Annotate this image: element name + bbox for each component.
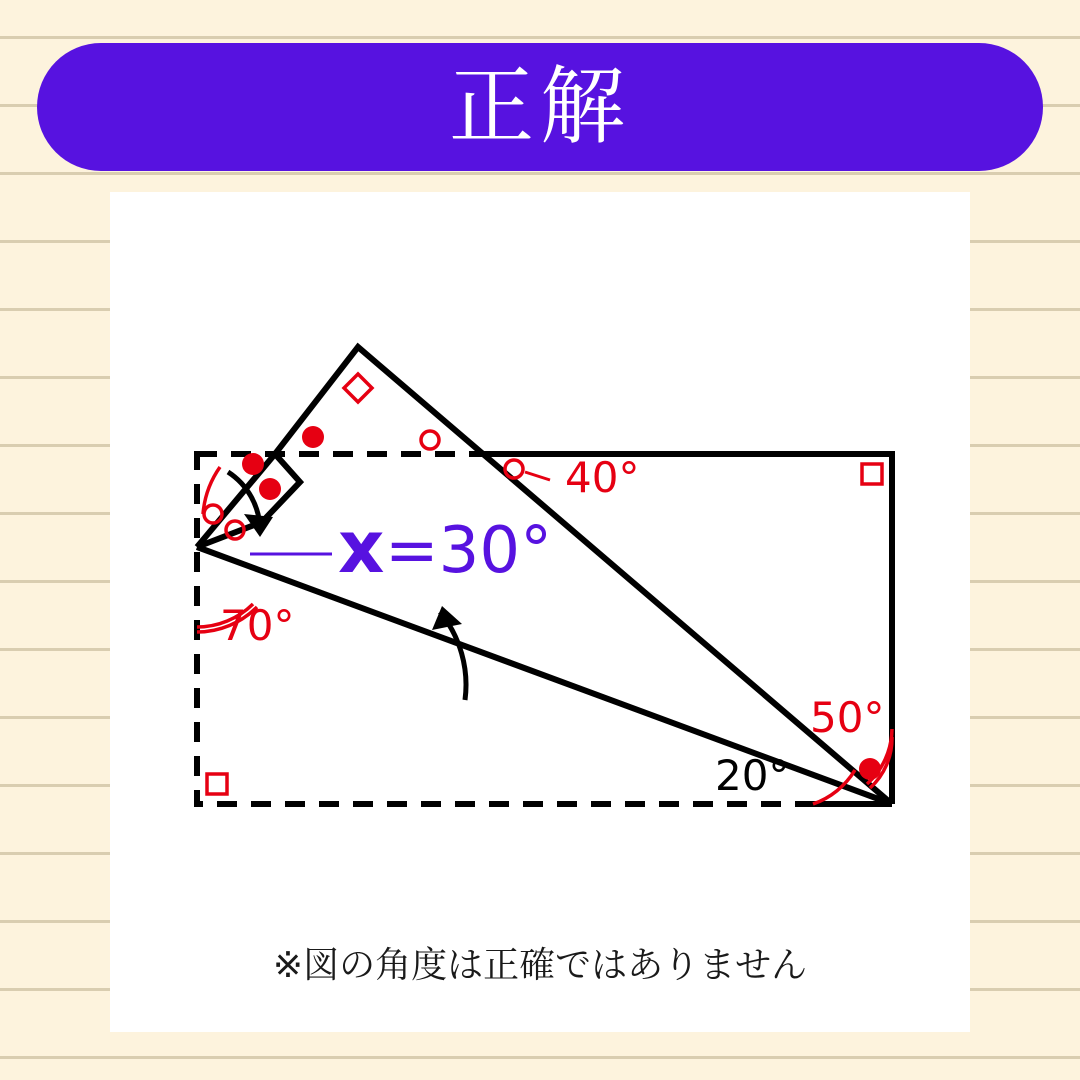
label-angle-70: 70°: [220, 601, 295, 650]
label-angle-50: 50°: [810, 693, 885, 742]
leader-40: [525, 472, 550, 480]
page-title: 正解: [448, 57, 631, 157]
label-angle-40: 40°: [565, 453, 640, 502]
geometry-diagram: [110, 192, 970, 1032]
dot-mark-4: [859, 758, 881, 780]
title-banner: [37, 43, 1043, 171]
figure-note: ※図の角度は正確ではありません: [272, 945, 808, 986]
dot-mark-3: [259, 478, 281, 500]
filled-dot-marks: [242, 426, 881, 780]
arrowhead-center: [432, 606, 462, 630]
label-answer-value: =30°: [385, 514, 553, 588]
open-circle-3: [204, 505, 222, 523]
label-angle-20: 20°: [715, 751, 790, 800]
figure-card: [110, 192, 970, 1032]
right-angle-icon-top-right: [862, 464, 882, 484]
right-angle-icon-apex: [344, 374, 372, 402]
dot-mark-1: [302, 426, 324, 448]
open-circle-1: [421, 431, 439, 449]
label-answer-variable: x: [338, 505, 385, 589]
right-angle-icon-bottom-left: [207, 774, 227, 794]
open-circle-2: [505, 460, 523, 478]
leader-lines: [525, 472, 550, 480]
dot-mark-2: [242, 453, 264, 475]
